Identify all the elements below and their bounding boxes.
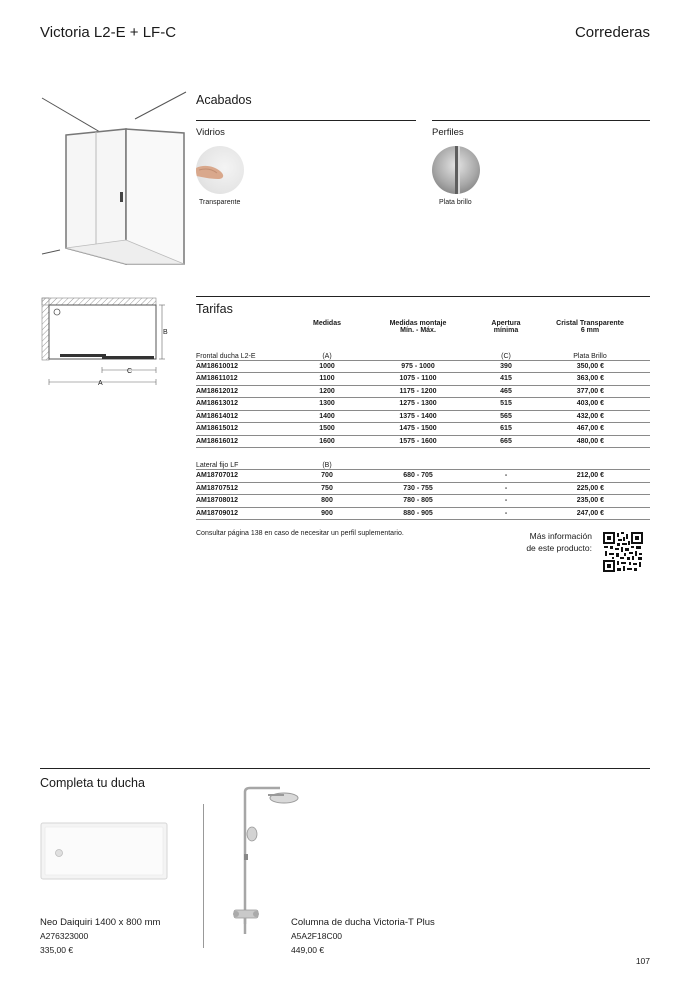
product-name: Columna de ducha Victoria-T Plus (291, 917, 435, 928)
table-row: AM18611012 1100 1075 - 1100 415 363,00 € (196, 373, 650, 386)
page-title: Victoria L2-E + LF-C (40, 24, 177, 41)
group-header-fixed: Lateral fijo LF (B) (196, 456, 650, 470)
table-row: AM18614012 1400 1375 - 1400 565 432,00 € (196, 410, 650, 423)
products-divider (203, 804, 204, 948)
plan-dimension-diagram (38, 294, 188, 394)
rates-footnote: Consultar página 138 en caso de necesitar un perfil suplementario. (196, 530, 404, 537)
product-price: 449,00 € (291, 945, 325, 955)
profile-option-label: Plata brillo (439, 199, 472, 206)
finishes-glass-rule (196, 120, 416, 121)
col-glass-header: Cristal Transparente 6 mm (556, 320, 624, 334)
dimension-b-label: B (163, 329, 168, 336)
finishes-title: Acabados (196, 93, 252, 107)
group-header-front: Frontal ducha L2-E (A) (C) Plata Brillo (196, 346, 650, 360)
qr-code[interactable] (602, 531, 644, 573)
complete-rule (40, 768, 650, 769)
col-measures-header: Medidas (312, 320, 341, 327)
profiles-label: Perfiles (432, 127, 464, 138)
finishes-profiles-rule (432, 120, 650, 121)
product-name: Neo Daiquiri 1400 x 800 mm (40, 917, 161, 928)
table-row: AM18612012 1200 1175 - 1200 465 377,00 € (196, 385, 650, 398)
table-row: AM18616012 1600 1575 - 1600 665 480,00 € (196, 435, 650, 448)
page-number: 107 (635, 956, 650, 966)
table-row: AM18610012 1000 975 - 1000 390 350,00 € (196, 360, 650, 373)
col-opening-header: Apertura mínima (491, 320, 521, 334)
product-code: A276323000 (40, 931, 89, 941)
product-card-tray[interactable] (40, 917, 160, 955)
table-row: AM18615012 1500 1475 - 1500 615 467,00 € (196, 423, 650, 436)
table-row: AM18708012 800 780 - 805 - 235,00 € (196, 495, 650, 508)
glass-option-label: Transparente (199, 199, 241, 206)
rates-title: Tarifas (196, 302, 233, 316)
col-code-header (196, 320, 292, 346)
more-info-text: Más información de este producto: (526, 531, 592, 553)
table-row: AM18707012 700 680 - 705 - 212,00 € (196, 470, 650, 483)
table-row: AM18613012 1300 1275 - 1300 515 403,00 € (196, 398, 650, 411)
table-row: AM18707512 750 730 - 755 - 225,00 € (196, 482, 650, 495)
shower-enclosure-illustration (38, 88, 188, 268)
profile-swatch-silver (432, 146, 480, 194)
product-code: A5A2F18C00 (291, 931, 343, 941)
dimension-c-label: C (127, 368, 133, 375)
product-card-column[interactable] (291, 917, 435, 955)
product-price: 335,00 € (40, 945, 74, 955)
rates-rule (196, 296, 650, 297)
glass-swatch-transparent (196, 146, 244, 194)
rates-table (196, 320, 650, 520)
shower-tray-image (40, 822, 170, 882)
col-mount-header: Medidas montaje Mín. - Máx. (389, 320, 447, 334)
complete-title: Completa tu ducha (40, 776, 145, 790)
dimension-a-label: A (98, 380, 103, 387)
category-title: Correderas (574, 24, 650, 41)
table-row: AM18709012 900 880 - 905 - 247,00 € (196, 507, 650, 520)
glass-label: Vidrios (196, 127, 225, 138)
